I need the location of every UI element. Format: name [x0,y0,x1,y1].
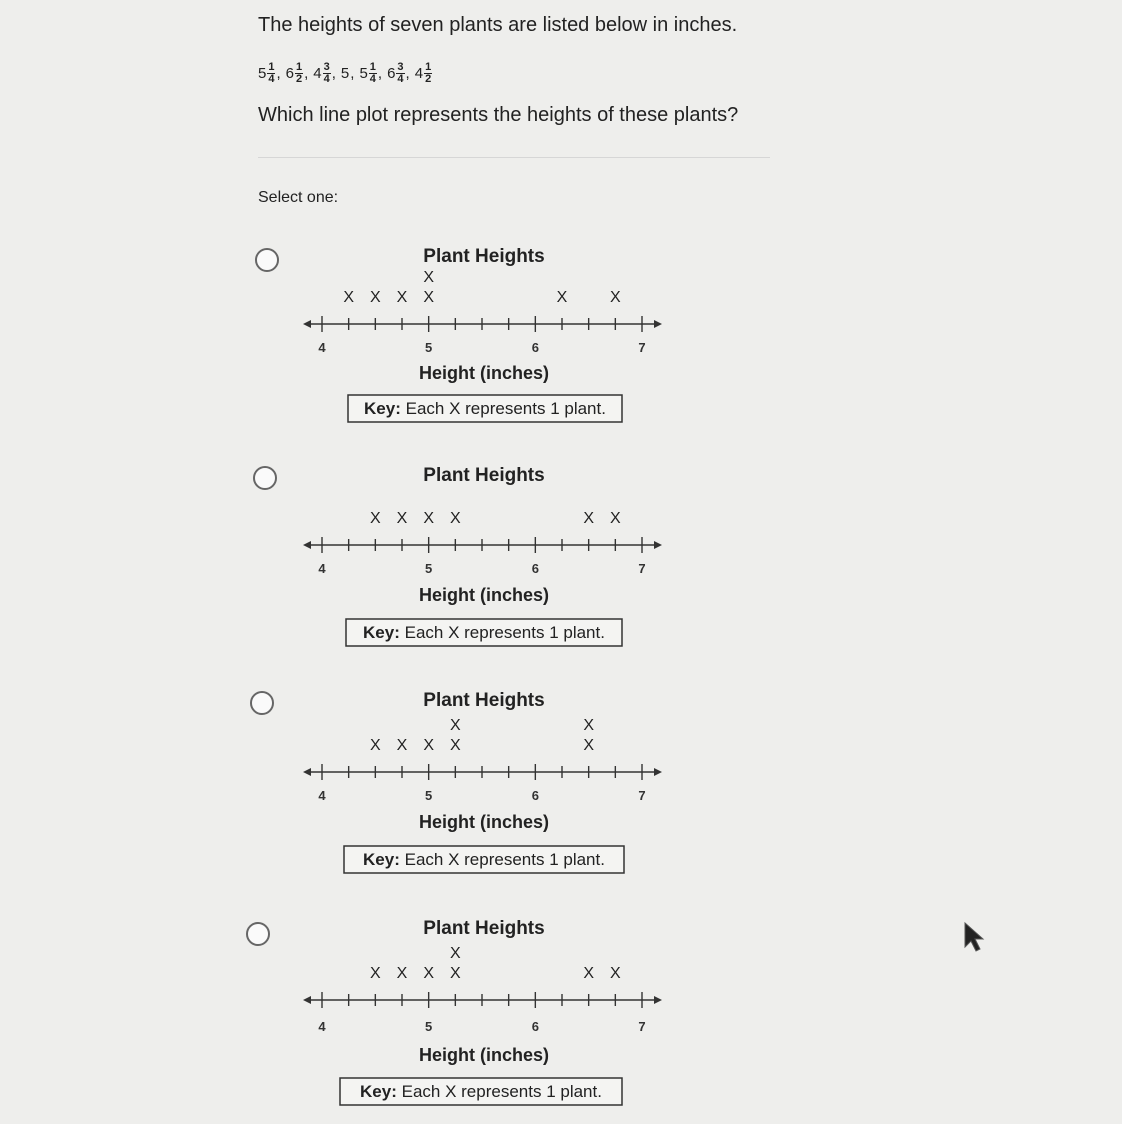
plot-x-mark: X [449,737,461,754]
plot-x-mark: X [423,965,435,982]
option-d-radio[interactable] [246,922,270,946]
plot-x-mark: X [609,510,621,527]
tick-label: 5 [425,788,433,803]
plot-x-mark: X [583,510,595,527]
key-text: Key: Each X represents 1 plant. [360,1082,602,1101]
key-text: Key: Each X represents 1 plant. [364,399,606,418]
line-plot-option-c [290,682,680,877]
height-value: 4 $\frac{3}{4}$ , [313,61,336,85]
heights-list [258,62,432,85]
tick-label: 7 [638,561,646,576]
plot-x-mark: X [449,965,461,982]
tick-label: 4 [318,1019,326,1034]
height-value: 5 $\frac{1}{4}$ , [258,61,281,85]
plot-x-mark: X [609,289,621,306]
line-plot-option-d [290,910,680,1115]
plot-x-mark: X [396,737,408,754]
plot-x-mark: X [369,737,381,754]
tick-label: 6 [531,340,539,355]
plot-x-mark: X [556,289,568,306]
right-arrow-icon [654,768,662,776]
line-plot-option-b [290,457,680,650]
select-one-label: Select one: [258,189,339,206]
height-value: 6 $\frac{1}{2}$ , [285,61,309,85]
tick-label: 4 [318,340,326,355]
tick-label: 6 [531,788,539,803]
height-value: 5 , [340,65,355,82]
height-value: 6 $\frac{3}{4}$ , [387,61,410,85]
question [258,10,778,38]
height-value: 5 $\frac{1}{4}$ , [359,61,383,85]
option-c-radio[interactable] [250,691,274,715]
option-b-radio[interactable] [253,466,277,490]
mouse-pointer-icon [962,921,988,955]
plot-x-mark: X [369,289,381,306]
key-text: Key: Each X represents 1 plant. [363,850,605,869]
plot-title: Plant Heights [423,246,545,267]
right-arrow-icon [654,320,662,328]
tick-label: 6 [531,1019,539,1034]
tick-label: 5 [425,340,433,355]
left-arrow-icon [303,541,311,549]
divider [258,157,770,158]
x-axis-label: Height (inches) [418,1045,550,1065]
tick-label: 4 [318,561,326,576]
x-axis-label: Height (inches) [418,585,550,605]
left-arrow-icon [303,320,311,328]
x-axis-label: Height (inches) [418,812,550,832]
plot-x-mark: X [583,737,595,754]
tick-label: 6 [531,561,539,576]
plot-title: Plant Heights [423,465,545,486]
tick-label: 5 [425,1019,433,1034]
plot-x-mark: X [369,510,381,527]
plot-x-mark: X [449,510,461,527]
key-text: Key: Each X represents 1 plant. [363,623,605,642]
right-arrow-icon [654,996,662,1004]
plot-title: Plant Heights [423,690,545,711]
height-value: 4 $\frac{1}{2}$ [414,61,432,85]
plot-x-mark: X [583,965,595,982]
right-arrow-icon [654,541,662,549]
tick-label: 7 [638,340,646,355]
plot-x-mark: X [423,289,435,306]
tick-label: 7 [638,788,646,803]
line-plot-option-a [290,238,680,428]
plot-x-mark: X [396,289,408,306]
tick-label: 4 [318,788,326,803]
plot-x-mark: X [343,289,355,306]
plot-x-mark: X [423,269,435,286]
plot-x-mark: X [423,737,435,754]
tick-label: 7 [638,1019,646,1034]
plot-x-mark: X [583,717,595,734]
plot-title: Plant Heights [423,918,545,939]
plot-x-mark: X [449,717,461,734]
plot-x-mark: X [396,965,408,982]
plot-x-mark: X [449,945,461,962]
option-a-radio[interactable] [255,248,279,272]
question-prompt: Which line plot represents the heights of these plants? [258,104,739,126]
left-arrow-icon [303,768,311,776]
left-arrow-icon [303,996,311,1004]
plot-x-mark: X [609,965,621,982]
tick-label: 5 [425,561,433,576]
x-axis-label: Height (inches) [418,363,550,383]
plot-x-mark: X [423,510,435,527]
plot-x-mark: X [369,965,381,982]
plot-x-mark: X [396,510,408,527]
question-text: The heights of seven plants are listed below in inches. [258,14,738,36]
